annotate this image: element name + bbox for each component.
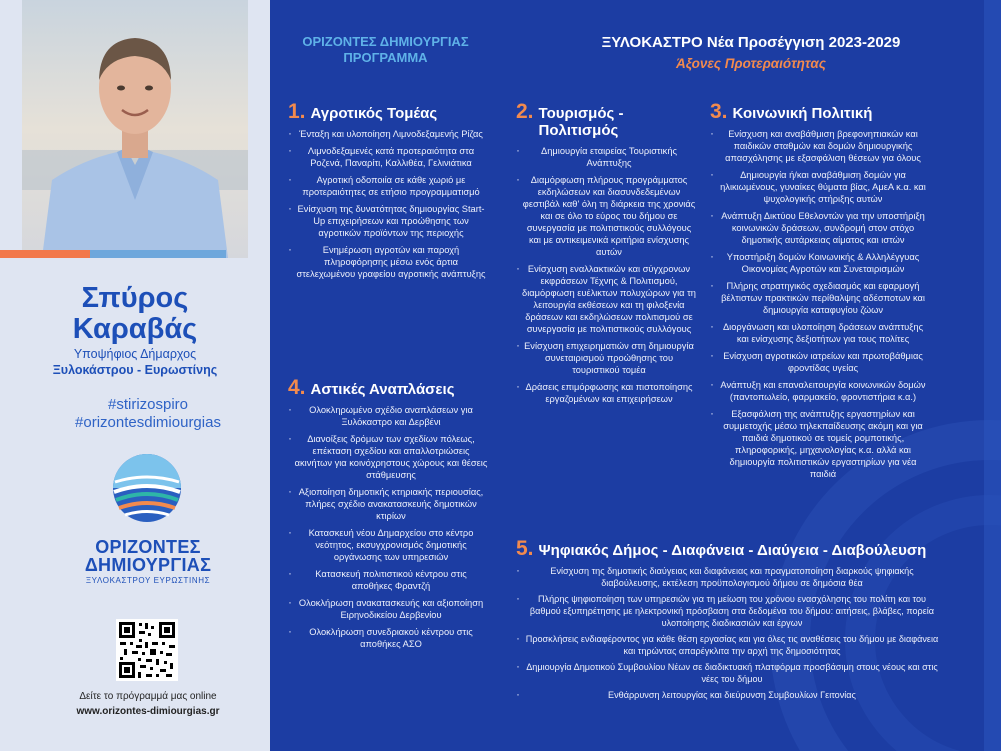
section-digital-municipality	[516, 537, 942, 705]
list-item: · Αγροτική οδοποιία σε κάθε χωριό με προτεραιότητες σε ετήσιο προγραμματισμό	[288, 174, 488, 198]
party-logo-icon	[111, 452, 183, 524]
candidate-name	[0, 283, 270, 345]
list-item: · Ενημέρωση αγροτών και παροχή πληροφόρησης μέσω ενός άρτια στελεχωμένου γραφείου αγροτικής ανάπτυξης	[288, 244, 488, 280]
list-item: · Κατασκευή πολιτιστικού κέντρου στις αποθήκες Φραντζή	[288, 568, 488, 592]
section-number: 4.	[288, 376, 306, 399]
section-title: Τουρισμός - Πολιτισμός	[538, 105, 624, 139]
list-item: · Ολοκλήρωση ανακατασκευής και αξιοποίηση Ειρηνοδικείου Δερβενίου	[288, 597, 488, 621]
list-item: · Αξιοποίηση δημοτικής κτηριακής περιουσίας, πλήρες σχέδιο ανακατασκευής δημοτικών κτιρίων	[288, 486, 488, 522]
program-label	[270, 34, 501, 66]
party-name-line2: ΔΗΜΙΟΥΡΓΙΑΣ	[84, 555, 212, 575]
party-name	[0, 538, 296, 574]
section-list	[288, 128, 488, 280]
list-item: · Ενίσχυση επιχειρηματιών στη δημιουργία συνεταιρισμού προώθησης του τουριστικού τομέα	[516, 340, 696, 376]
online-program-text: Δείτε το πρόγραμμά μας online	[79, 691, 217, 702]
program-panel	[270, 0, 1001, 751]
list-item: · Δημιουργία εταιρείας Τουριστικής Ανάπτυξης	[516, 145, 696, 169]
list-item: · Ενίσχυση της δυνατότητας δημιουργίας Start-Up επιχειρήσεων και προώθησης των αγροτικών προϊόντων της περιοχής	[288, 203, 488, 239]
list-item: · Δημιουργία Δημοτικού Συμβουλίου Νέων σε διαδικτυακή πλατφόρμα προσβάσιμη στους νέους και στις νέες του δήμου	[516, 661, 942, 685]
section-agriculture	[288, 100, 488, 285]
list-item: · Πλήρης ψηφιοποίηση των υπηρεσιών για τη μείωση του χρόνου ενασχόλησης του πολίτη και του βαθμού εξυπηρέτησης με ηλεκτρονική πρόσβαση στα δεδομένα του δήμου: αιτήσεις, βλάβες, πορεία υλοποίησης διαδικασιών και έργων	[516, 593, 942, 629]
list-item: · Προσκλήσεις ενδιαφέροντος για κάθε θέση εργασίας και για όλες τις αναθέσεις του δήμου με διαφάνεια και τηρώντας απαρέγκλιτα την αρχή της δημοσιότητας	[516, 633, 942, 657]
party-subtitle: ΞΥΛΟΚΑΣΤΡΟΥ ΕΥΡΩΣΤΙΝΗΣ	[85, 576, 211, 585]
section-social-policy	[710, 100, 930, 485]
list-item: · Ενίσχυση της δημοτικής διαύγειας και διαφάνειας και πραγματοποίηση διαρκούς ψηφιακής διαβούλευσης, εκτέλεση προϋπολογισμού δήμου σε δημόσια θέα	[516, 565, 942, 589]
candidate-first-name: Σπύρος	[81, 282, 189, 314]
qr-code-icon[interactable]	[116, 619, 178, 681]
page-subtitle: Άξονες Προτεραιότητας	[676, 56, 826, 71]
candidate-last-name: Καραβάς	[72, 313, 198, 345]
page-title: ΞΥΛΟΚΑΣΤΡΟ Νέα Προσέγγιση 2023-2029	[601, 34, 901, 51]
list-item: · Ανάπτυξη και επαναλειτουργία κοινωνικών δομών (παντοπωλείο, φαρμακείο, φροντιστήρια κ.α.)	[710, 379, 930, 403]
list-item: · Ολοκληρωμένο σχέδιο αναπλάσεων για Ξυλόκαστρο και Δερβένι	[288, 404, 488, 428]
list-item: · Ανάπτυξη Δικτύου Εθελοντών για την υποστήριξη κοινωνικών δράσεων, συνδρομή στον στόχο δημοτικής αυτάρκειας αίματος και ιστών	[710, 210, 930, 246]
hashtag-orizontesdimiourgias: #orizontesdimiourgias	[75, 414, 221, 431]
candidate-photo	[22, 0, 248, 258]
section-list	[288, 404, 488, 650]
list-item: · Διοργάνωση και υλοποίηση δράσεων ανάπτυξης και ενίσχυσης δεξιοτήτων για τους πολίτες	[710, 321, 930, 345]
program-label-line2: ΠΡΟΓΡΑΜΜΑ	[343, 50, 428, 65]
list-item: · Ολοκλήρωση συνεδριακού κέντρου στις αποθήκες ΑΣΟ	[288, 626, 488, 650]
party-name-line1: ΟΡΙΖΟΝΤΕΣ	[95, 537, 201, 557]
section-number: 3.	[710, 100, 728, 123]
candidate-municipality: Ξυλοκάστρου - Ευρωστίνης	[52, 363, 218, 377]
section-title: Κοινωνική Πολιτική	[732, 105, 873, 122]
list-item: · Κατασκευή νέου Δημαρχείου στο κέντρο νεότητος, εκσυγχρονισμός δημοτικής οργάνωσης των υπηρεσιών	[288, 527, 488, 563]
section-heading	[710, 100, 930, 123]
section-list	[516, 565, 942, 701]
section-number: 1.	[288, 100, 306, 123]
section-title: Αγροτικός Τομέας	[310, 105, 438, 122]
section-heading	[288, 100, 488, 123]
hashtag-stirizospiro: #stirizospiro	[107, 396, 189, 413]
list-item: · Ενίσχυση εναλλακτικών και σύγχρονων εκφράσεων Τέχνης & Πολιτισμού, διαμόρφωση ευέλικτων πολυχώρων για τη λειτουργία εκθέσεων και τη φιλοξενία δράσεων και εκδηλώσεων πολιτισμού σε συνεργασία με πολιτιστικούς συλλόγους	[516, 263, 696, 335]
list-item: · Δημιουργία ή/και αναβάθμιση δομών για ηλικιωμένους, γυναίκες θύματα βίας, ΑμεΑ κ.α. και ψυχολογικής στήριξης αυτών	[710, 169, 930, 205]
list-item: · Ενίσχυση και αναβάθμιση βρεφονηπιακών και παιδικών σταθμών και δομών δημιουργικής απασχόλησης με εξασφάλιση θέσεων για όλους	[710, 128, 930, 164]
list-item: · Υποστήριξη δομών Κοινωνικής & Αλληλέγγυας Οικονομίας Αγροτών και Συνεταιρισμών	[710, 251, 930, 275]
accent-bar-orange	[0, 250, 90, 258]
accent-bar-blue	[90, 250, 226, 258]
program-label-line1: ΟΡΙΖΟΝΤΕΣ ΔΗΜΙΟΥΡΓΙΑΣ	[302, 34, 469, 49]
section-heading	[288, 376, 488, 399]
candidate-panel	[0, 0, 270, 751]
section-number: 5.	[516, 537, 534, 560]
list-item: · Δράσεις επιμόρφωσης και πιστοποίησης εργαζομένων και επιχειρήσεων	[516, 381, 696, 405]
section-heading	[516, 537, 942, 560]
list-item: · Ενίσχυση αγροτικών ιατρείων και πρωτοβάθμιας φροντίδας υγείας	[710, 350, 930, 374]
section-list	[710, 128, 930, 480]
section-title: Ψηφιακός Δήμος - Διαφάνεια - Διαύγεια - Διαβούλευση	[538, 542, 927, 559]
list-item: · Ένταξη και υλοποίηση Λιμνοδεξαμενής Ρίζας	[288, 128, 488, 140]
list-item: · Διαμόρφωση πλήρους προγράμματος εκδηλώσεων και διασυνδεδεμένων φεστιβάλ καθ' όλη τη διάρκεια της χρονιάς και σε όλο το εύρος του δήμου σε συνεργασία με πολιτιστικούς συλλόγους και με αντικειμενικά κριτήρια ενίσχυσης αυτών	[516, 174, 696, 258]
section-title: Αστικές Αναπλάσεις	[310, 381, 455, 398]
section-urban-renewal	[288, 376, 488, 655]
section-number: 2.	[516, 100, 534, 123]
candidate-role: Υποψήφιος Δήμαρχος	[73, 347, 197, 361]
section-tourism-culture	[516, 100, 696, 410]
website-link[interactable]: www.orizontes-dimiourgias.gr	[76, 706, 220, 717]
section-heading	[516, 100, 696, 139]
list-item: · Εξασφάλιση της ανάπτυξης εργαστηρίων και συμμετοχής μέσω τηλεκπαίδευσης ακόμη και για παιδιά δημοτικού σε τομείς ρομποτικής, πληροφορικής, μηχανολογίας κ.α. αλλά και δημιουργία πολιτιστικών εργαστηρίων για νέα παιδιά	[710, 408, 930, 480]
list-item: · Ενθάρρυνση λειτουργίας και διεύρυνση Συμβουλίων Γειτονίας	[516, 689, 942, 701]
section-list	[516, 145, 696, 405]
list-item: · Πλήρης στρατηγικός σχεδιασμός και εφαρμογή βέλτιστων πρακτικών περίθαλψης αδέσποτων και δημιουργία καταφυγίου ζώων	[710, 280, 930, 316]
list-item: · Διανοίξεις δρόμων των σχεδίων πόλεως, επέκταση σχεδίου και απαλλοτριώσεις ακινήτων για κοινόχρηστους χώρους και θέσεις στάθμευσης	[288, 433, 488, 481]
list-item: · Λιμνοδεξαμενές κατά προτεραιότητα στα Ροζενά, Παναρίτι, Καλλιθέα, Γελινιάτικα	[288, 145, 488, 169]
